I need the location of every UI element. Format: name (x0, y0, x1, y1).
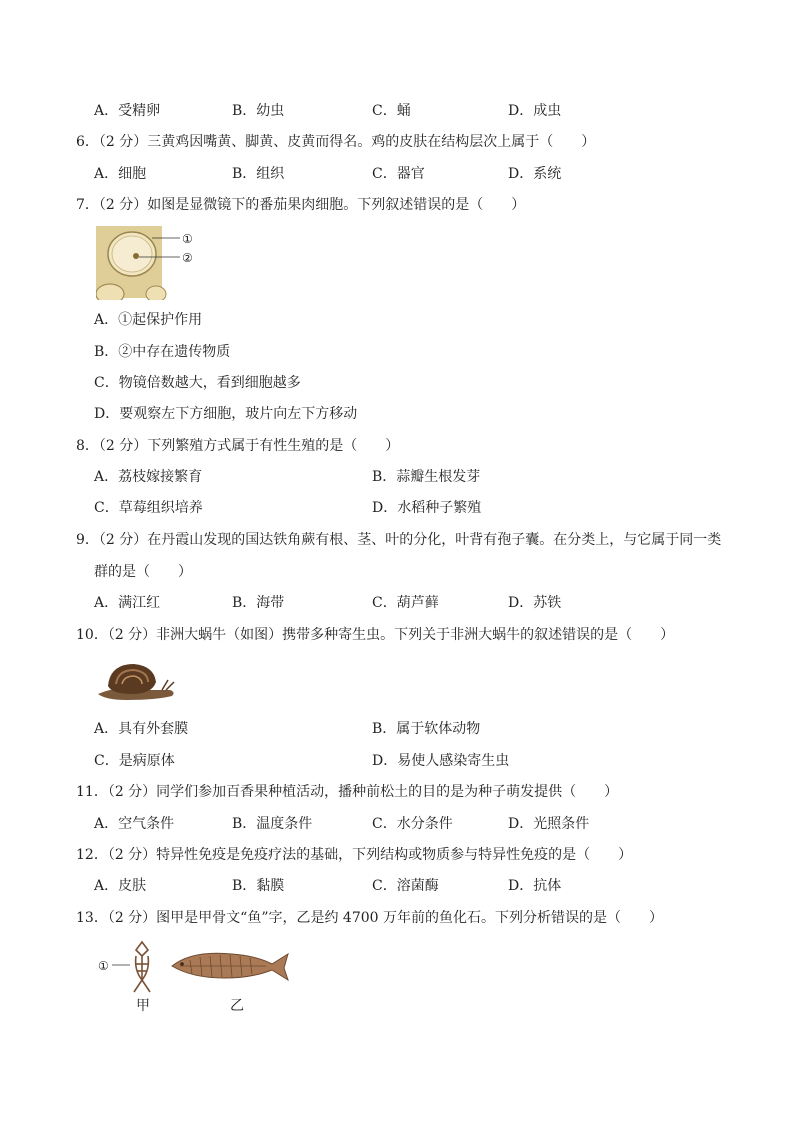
q7-option-c: C．物镜倍数越大，看到细胞越多 (94, 375, 301, 391)
q8-option-a: A．荔枝嫁接繁育 (94, 469, 203, 485)
q6-option-d: D．系统 (508, 166, 562, 182)
q12-option-d: D．抗体 (508, 878, 562, 894)
q7-option-a: A．①起保护作用 (94, 312, 203, 328)
q9-option-d: D．苏铁 (508, 595, 562, 611)
q12-option-c: C．溶菌酶 (372, 878, 439, 894)
q6-option-a: A．细胞 (94, 166, 147, 182)
q9-option-b: B．海带 (232, 595, 285, 611)
q5-option-b: B．幼虫 (232, 103, 285, 119)
q5-option-d: D．成虫 (508, 103, 562, 119)
q6-option-b: B．组织 (232, 166, 285, 182)
q7-callout-1: ① (182, 232, 193, 246)
q7-callout-2: ② (182, 251, 193, 265)
q10-stem: 10．（2 分）非洲大蜗牛（如图）携带多种寄生虫。下列关于非洲大蜗牛的叙述错误的是（ ） (76, 627, 675, 643)
q13-label-jia: 甲 (136, 998, 150, 1014)
q12-option-b: B．黏膜 (232, 878, 285, 894)
q8-option-c: C．草莓组织培养 (94, 500, 203, 516)
q10-option-b: B．属于软体动物 (372, 721, 481, 737)
q5-option-c: C．蛹 (372, 103, 411, 119)
q10-option-d: D．易使人感染寄生虫 (372, 753, 510, 769)
q12-option-a: A．皮肤 (94, 878, 147, 894)
snail-image (96, 656, 178, 704)
q12-stem: 12．（2 分）特异性免疫是免疫疗法的基础，下列结构或物质参与特异性免疫的是（ ） (76, 847, 633, 863)
tomato-cell-micrograph (96, 226, 216, 300)
q9-stem-line2: 群的是（ ） (94, 564, 192, 580)
q7-option-b: B．②中存在遗传物质 (94, 344, 231, 360)
q9-stem-line1: 9．（2 分）在丹霞山发现的国达铁角蕨有根、茎、叶的分化，叶背有孢子囊。在分类上，与它属于同一类 (76, 532, 722, 548)
q11-option-d: D．光照条件 (508, 816, 590, 832)
q11-stem: 11．（2 分）同学们参加百香果种植活动，播种前松土的目的是为种子萌发提供（ ） (76, 784, 619, 800)
q8-option-d: D．水稻种子繁殖 (372, 500, 482, 516)
q5-option-a: A．受精卵 (94, 103, 161, 119)
q6-option-c: C．器官 (372, 166, 425, 182)
q7-option-d: D．要观察左下方细胞，玻片向左下方移动 (94, 406, 358, 422)
q9-option-a: A．满江红 (94, 595, 161, 611)
q13-stem: 13．（2 分）图甲是甲骨文“鱼”字，乙是约 4700 万年前的鱼化石。下列分析错误的是（ ） (76, 910, 664, 926)
q6-stem: 6．（2 分）三黄鸡因嘴黄、脚黄、皮黄而得名。鸡的皮肤在结构层次上属于（ ） (76, 134, 596, 150)
q10-option-a: A．具有外套膜 (94, 721, 189, 737)
q7-stem: 7．（2 分）如图是显微镜下的番茄果肉细胞。下列叙述错误的是（ ） (76, 197, 526, 213)
q10-option-c: C．是病原体 (94, 753, 175, 769)
q11-option-c: C．水分条件 (372, 816, 453, 832)
q8-option-b: B．蒜瓣生根发芽 (372, 469, 481, 485)
q13-label-yi: 乙 (230, 998, 244, 1014)
q11-option-a: A．空气条件 (94, 816, 175, 832)
fish-figures (112, 938, 290, 998)
q11-option-b: B．温度条件 (232, 816, 313, 832)
q9-option-c: C．葫芦藓 (372, 595, 439, 611)
q8-stem: 8．（2 分）下列繁殖方式属于有性生殖的是（ ） (76, 438, 400, 454)
q13-callout-1: ① (98, 959, 109, 973)
